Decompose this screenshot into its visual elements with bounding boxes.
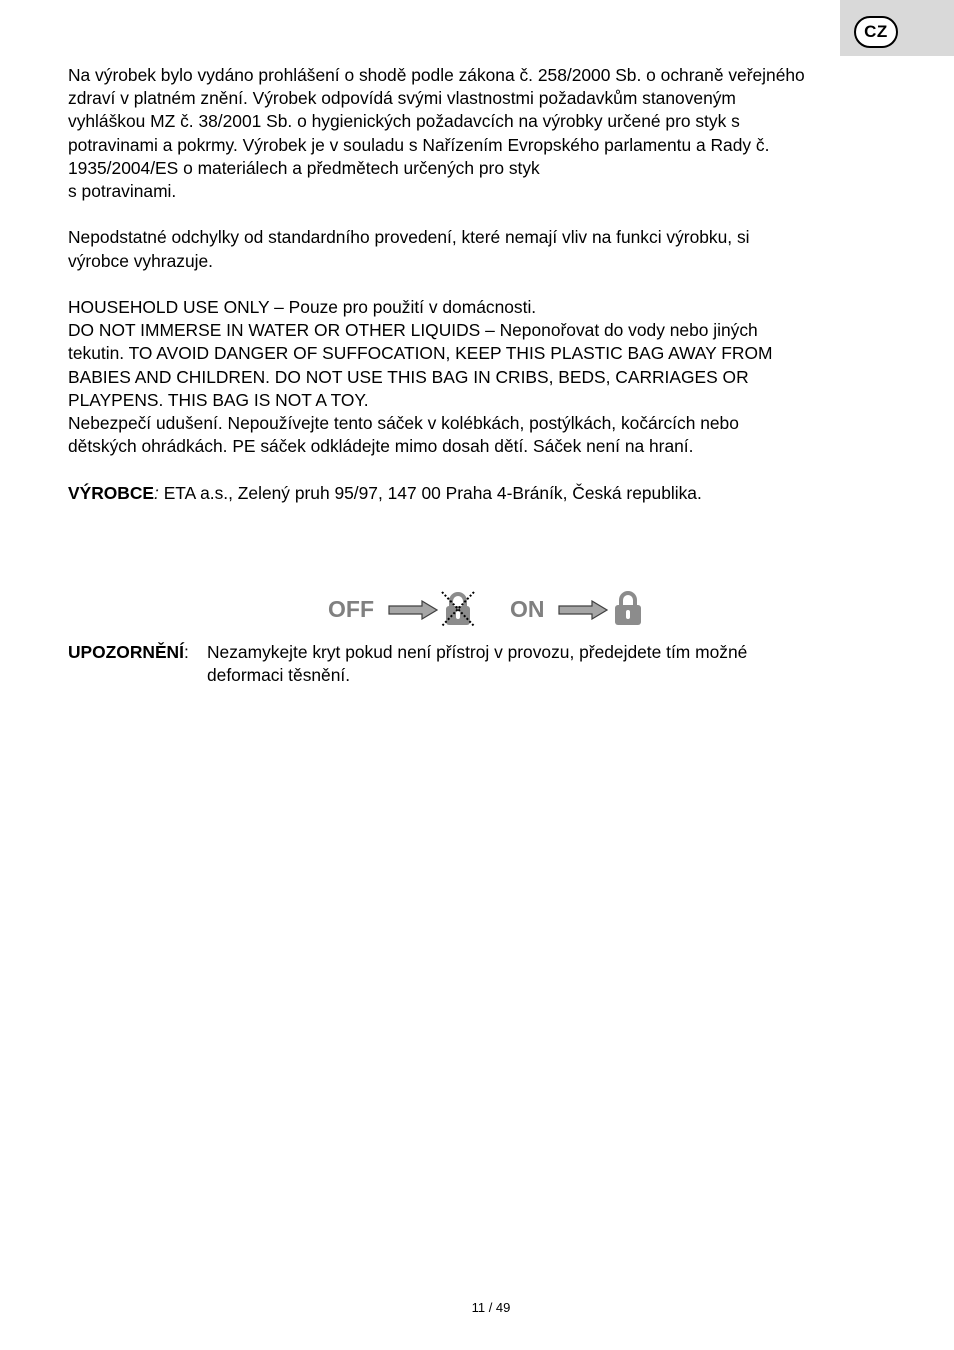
text-line: tekutin. TO AVOID DANGER OF SUFFOCATION, KEEP THIS PLASTIC BAG AWAY FROM [68,343,773,364]
text-line: zdraví v platném znění. Výrobek odpovídá svými vlastnostmi požadavkům stanoveným [68,88,736,109]
text-line: s potravinami. [68,181,177,202]
text-line: PLAYPENS. THIS BAG IS NOT A TOY. [68,389,369,410]
warning-label: UPOZORNĚNÍ [68,642,184,662]
arrow-right-icon [558,600,608,620]
manufacturer-colon: : [154,482,159,503]
text-line: Nezamykejte kryt pokud není přístroj v provozu, předejdete tím možné [207,642,748,662]
manufacturer-address: ETA a.s., Zelený pruh 95/97, 147 00 Praha 4-Bráník, Česká republika. [158,482,702,503]
household-paragraph [68,296,898,458]
manufacturer-label: VÝROBCE [68,482,155,503]
text-line: potravinami a pokrmy. Výrobek je v souladu s Nařízením Evropského parlamentu a Rady č. [68,134,770,155]
manufacturer-paragraph [68,482,898,505]
warning-label-line [68,641,189,664]
warning-colon: : [183,642,189,662]
lock-crossed-icon [440,590,476,628]
lock-icon [612,590,644,626]
text-line: 1935/2004/ES o materiálech a předmětech určených pro styk [68,157,540,178]
text-line: vyhláškou MZ č. 38/2001 Sb. o hygienických požadavcích na výrobky určené pro styk s [68,111,740,132]
document-body [68,64,898,528]
text-line: HOUSEHOLD USE ONLY – Pouze pro použití v domácnosti. [68,297,537,317]
text-line: deformaci těsnění. [207,665,351,686]
text-line: Na výrobek bylo vydáno prohlášení o shodě podle zákona č. 258/2000 Sb. o ochraně veřejného [68,65,805,85]
off-label: OFF [328,596,374,622]
on-label: ON [510,596,545,622]
text-line: výrobce vyhrazuje. [68,250,213,271]
text-line: dětských ohrádkách. PE sáček odkládejte mimo dosah dětí. Sáček není na hraní. [68,436,694,457]
deviations-paragraph [68,226,898,272]
text-line: Nepodstatné odchylky od standardního provedení, které nemají vliv na funkci výrobku, si [68,227,750,248]
text-line: BABIES AND CHILDREN. DO NOT USE THIS BAG IN CRIBS, BEDS, CARRIAGES OR [68,366,749,387]
language-badge: CZ [854,16,898,48]
page-number: 11 / 49 [471,1300,511,1315]
manufacturer-line [68,482,898,505]
warning-text [207,641,897,687]
declaration-paragraph [68,64,898,203]
language-tab [840,0,954,56]
text-line: DO NOT IMMERSE IN WATER OR OTHER LIQUIDS – Neponořovat do vody nebo jiných [68,320,758,341]
lock-diagram [328,588,648,630]
arrow-right-icon [388,600,438,620]
text-line: Nebezpečí udušení. Nepoužívejte tento sáček v kolébkách, postýlkách, kočárcích nebo [68,413,739,434]
